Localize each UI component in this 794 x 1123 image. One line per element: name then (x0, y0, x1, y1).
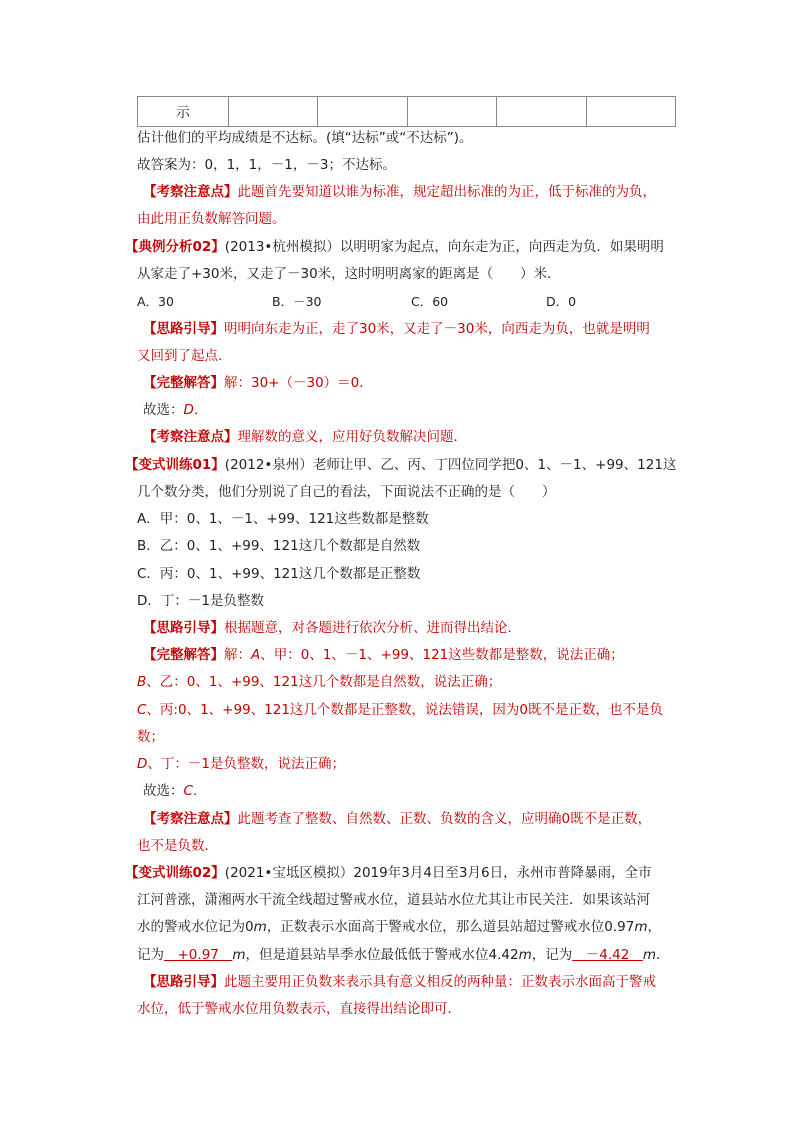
option-letter: D (137, 756, 148, 772)
option-a: A．30 (137, 294, 174, 309)
guide-text: 明明向东走为正，走了30米，又走了－30米，向西走为负，也就是明明 (224, 321, 650, 337)
solution-text: 、乙：0、1、+99、121这几个数都是自然数，说法正确； (146, 674, 502, 690)
question-text: ， (647, 919, 661, 935)
guide-text: 又回到了起点． (137, 348, 232, 364)
answer-blank-1: +0.97 (164, 947, 233, 963)
guide-line (143, 619, 521, 637)
question-text: 记为 (137, 947, 164, 963)
variant-02-line (125, 864, 652, 882)
table-cell: 示 (138, 97, 229, 127)
paragraph (137, 129, 473, 147)
choice-answer: C． (183, 783, 207, 799)
note-line-cont (137, 210, 286, 228)
solution-line (137, 701, 663, 719)
note-line (143, 428, 467, 446)
text: 估计他们的平均成绩是不达标。(填“达标”或“不达标”)。 (137, 130, 473, 146)
unit-m: m (634, 919, 648, 935)
question-text: ，正数表示水面高于警戒水位，那么道县站超过警戒水位0.97 (266, 919, 635, 935)
guide-line (143, 320, 650, 338)
guide-text: 此题主要用正负数来表示具有意义相反的两种量：正数表示水面高于警戒 (224, 974, 656, 990)
solution-text: 30+（－30）＝0． (251, 375, 373, 391)
question-text: ，记为 (531, 947, 573, 963)
score-table-fragment (137, 96, 676, 127)
variant-02-line4 (137, 946, 669, 964)
solution-tag: 【完整解答】 (143, 375, 224, 391)
unit-m: m (253, 919, 267, 935)
unit-m: m (232, 947, 246, 963)
table-cell (318, 97, 407, 127)
option-d: D．丁：－1是负整数 (137, 593, 264, 609)
guide-tag: 【思路引导】 (143, 321, 224, 337)
question-text: 从家走了+30米，又走了－30米，这时明明离家的距离是（ ）米． (137, 266, 561, 282)
variant-01-cont (137, 483, 556, 501)
note-line (143, 183, 656, 201)
solution-line (143, 646, 624, 664)
note-tag: 【考察注意点】 (143, 429, 238, 445)
table-cell (407, 97, 496, 127)
solution-line-cont (137, 728, 164, 746)
table-cell (229, 97, 318, 127)
variant-01-line (125, 456, 676, 474)
option-d: D．0 (546, 294, 577, 309)
question-text: (2013•杭州模拟）以明明家为起点，向东走为正，向西走为负．如果明明 (224, 239, 664, 255)
solution-text: 、甲：0、1、－1、+99、121这些数都是整数，说法正确； (260, 647, 624, 663)
solution-line (137, 673, 501, 691)
note-text: 此题首先要知道以谁为标准，规定超出标准的为正，低于标准的为负， (237, 184, 656, 200)
question-text: ． (655, 947, 670, 963)
answer-blank-2: －4.42 (572, 947, 643, 963)
variant-02-line3 (137, 918, 661, 936)
unit-m: m (518, 947, 532, 963)
guide-line-cont (137, 347, 232, 365)
guide-tag: 【思路引导】 (143, 620, 224, 636)
choice-answer: D． (183, 402, 208, 418)
solution-line (143, 374, 373, 392)
question-text: (2021•宝坻区模拟）2019年3月4日至3月6日，永州市普降暴雨，全市 (224, 865, 652, 881)
solution-text: 、丁：－1是负整数，说法正确； (147, 756, 345, 772)
option-c: C．60 (411, 294, 449, 309)
option-c: C．丙：0、1、+99、121这几个数都是正整数 (137, 566, 421, 582)
solution-tag: 【完整解答】 (143, 647, 224, 663)
answer-line (137, 156, 396, 174)
option-a: A．甲：0、1、－1、+99、121这些数都是整数 (137, 511, 429, 527)
option-letter: B (137, 674, 147, 690)
question-text: 水的警戒水位记为0 (137, 919, 254, 935)
question-text: (2012•泉州）老师让甲、乙、丙、丁四位同学把0、1、－1、+99、121这 (224, 457, 677, 473)
example-tag: 【典例分析02】 (125, 239, 225, 255)
table-row (138, 97, 676, 127)
note-text: 此题考查了整数、自然数、正数、负数的含义，应明确0既不是正数， (237, 811, 652, 827)
option-b: B．乙：0、1、+99、121这几个数都是自然数 (137, 538, 421, 554)
guide-text: 根据题意，对各题进行依次分析、进而得出结论． (224, 620, 521, 636)
table-cell (586, 97, 675, 127)
question-text: 几个数分类，他们分别说了自己的看法，下面说法不正确的是（ ） (137, 484, 556, 500)
note-line (143, 810, 651, 828)
note-line-cont (137, 837, 218, 855)
note-text: 理解数的意义，应用好负数解决问题． (237, 429, 467, 445)
note-tag: 【考察注意点】 (143, 811, 238, 827)
note-tag: 【考察注意点】 (143, 184, 238, 200)
choice-prefix: 故选： (143, 402, 184, 418)
question-text: 江河普涨，潇湘两水干流全线超过警戒水位，道县站水位尤其让市民关注．如果该站河 (137, 892, 650, 908)
choice-line (143, 782, 206, 800)
option-letter: C (137, 702, 147, 718)
guide-line (143, 973, 656, 991)
guide-text: 水位，低于警戒水位用负数表示，直接得出结论即可． (137, 1001, 461, 1017)
question-text: ，但是道县站旱季水位最低低于警戒水位4.42 (245, 947, 519, 963)
example-02-cont (137, 265, 561, 283)
table-cell (497, 97, 586, 127)
solution-text: 、丙:0、1、+99、121这几个数都是正整数，说法错误，因为0既不是正数，也不是负 (146, 702, 664, 718)
choice-line (143, 401, 207, 419)
choice-prefix: 故选： (143, 783, 184, 799)
option-letter: A (251, 647, 261, 663)
note-text: 也不是负数． (137, 838, 218, 854)
guide-line-cont (137, 1000, 461, 1018)
unit-m: m (642, 947, 656, 963)
solution-prefix: 解： (224, 647, 251, 663)
solution-text: 数； (137, 729, 164, 745)
option-b: B．－30 (272, 294, 322, 309)
variant-02-line2 (137, 891, 650, 909)
note-text: 由此用正负数解答问题。 (137, 211, 286, 227)
solution-prefix: 解： (224, 375, 251, 391)
variant-tag: 【变式训练02】 (125, 865, 225, 881)
text: 故答案为：0，1，1，－1，－3；不达标。 (137, 157, 396, 173)
variant-tag: 【变式训练01】 (125, 457, 225, 473)
solution-line (137, 755, 345, 773)
example-02-line (125, 238, 664, 256)
guide-tag: 【思路引导】 (143, 974, 224, 990)
